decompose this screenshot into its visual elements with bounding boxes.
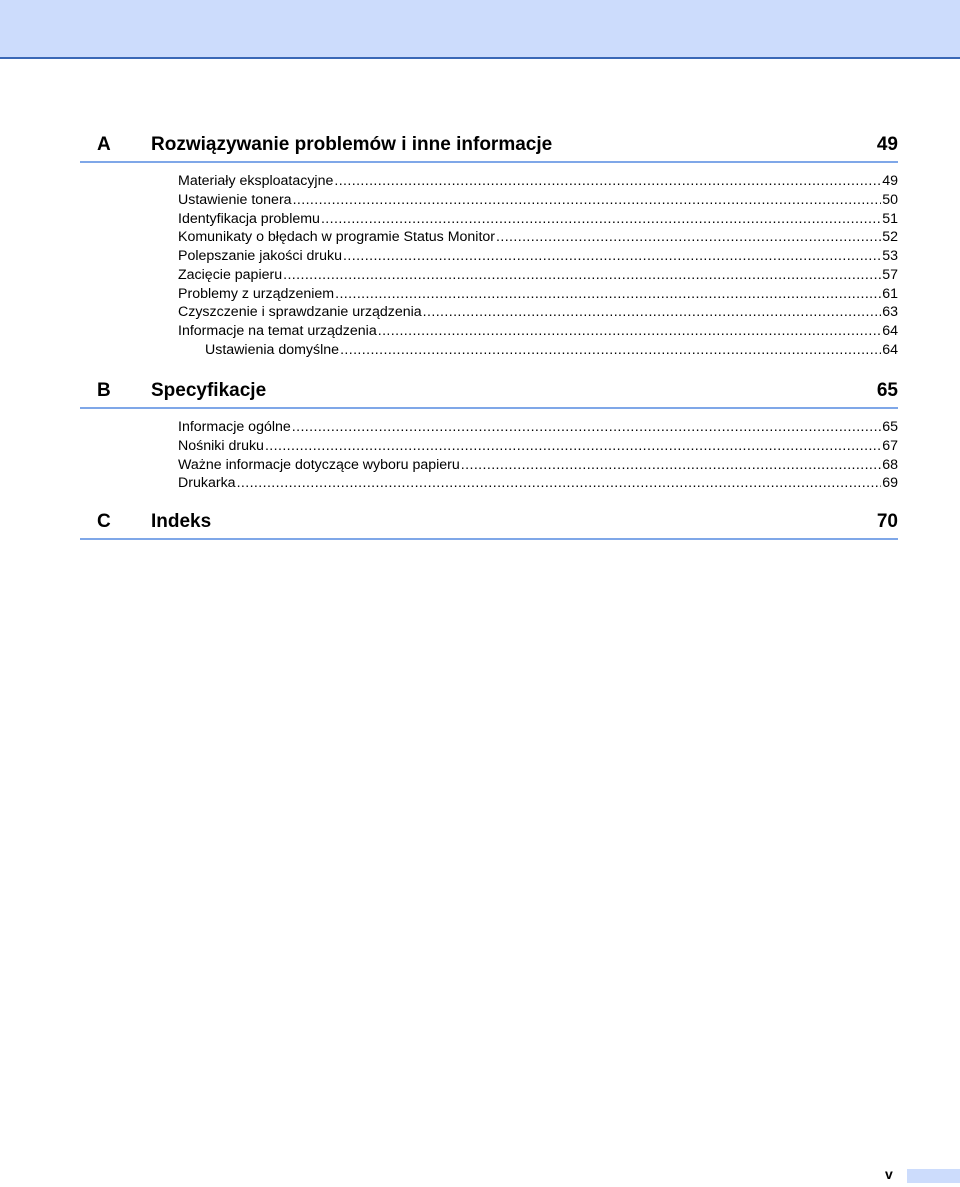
entry-label: Informacje ogólne (178, 419, 291, 435)
section-title: Indeks (151, 511, 212, 532)
dot-leader (293, 191, 882, 210)
toc-entry[interactable] (178, 418, 898, 437)
toc-entry[interactable] (178, 172, 898, 191)
entry-label: Drukarka (178, 475, 236, 492)
page-tab (907, 1169, 960, 1183)
dot-leader (292, 418, 881, 437)
section-heading[interactable] (80, 510, 898, 540)
section-title: Rozwiązywanie problemów i inne informacje (151, 134, 553, 155)
section-page: 49 (876, 134, 898, 155)
entry-page: 61 (882, 285, 898, 302)
toc-entry[interactable] (178, 456, 898, 475)
section-page: 65 (876, 380, 898, 401)
entry-page: 63 (882, 304, 898, 321)
toc-entry[interactable] (178, 474, 898, 493)
entry-page: 64 (882, 323, 898, 339)
dot-leader (334, 172, 881, 191)
entry-label: Ustawienie tonera (178, 191, 292, 208)
entry-page: 68 (882, 456, 898, 473)
entry-label: Czyszczenie i sprawdzanie urządzenia (178, 304, 422, 321)
entry-page: 53 (882, 248, 898, 264)
toc-entry[interactable] (178, 228, 898, 247)
entry-page: 50 (882, 191, 898, 208)
toc-section-a (80, 133, 898, 360)
toc-entries (80, 172, 898, 360)
entry-label: Identyfikacja problemu (178, 210, 320, 227)
entry-label: Komunikaty o błędach w programie Status Monitor (178, 229, 496, 246)
dot-leader (265, 437, 881, 456)
toc-entries (80, 418, 898, 493)
entry-page: 69 (882, 475, 898, 492)
toc-section-c (80, 510, 898, 540)
section-letter: A (97, 134, 111, 155)
toc-entry[interactable] (178, 191, 898, 210)
dot-leader (423, 303, 882, 322)
entry-label: Nośniki druku (178, 437, 264, 454)
dot-leader (335, 285, 881, 304)
dot-leader (321, 210, 881, 229)
entry-label: Ustawienia domyślne (205, 341, 340, 358)
toc-entry[interactable] (178, 322, 898, 341)
dot-leader (343, 247, 881, 266)
dot-leader (496, 228, 881, 247)
toc-entry[interactable] (178, 437, 898, 456)
toc-entry[interactable] (178, 210, 898, 229)
toc-entry[interactable] (178, 285, 898, 304)
toc-entry[interactable] (178, 247, 898, 266)
entry-page: 67 (882, 437, 898, 454)
dot-leader (461, 456, 881, 475)
toc-entry[interactable] (178, 266, 898, 285)
section-heading[interactable] (80, 133, 898, 163)
section-letter: C (97, 511, 111, 532)
dot-leader (237, 474, 882, 493)
entry-page: 57 (882, 266, 898, 283)
entry-page: 52 (882, 229, 898, 246)
entry-page: 65 (882, 419, 898, 435)
entry-label: Ważne informacje dotyczące wyboru papieru (178, 456, 460, 473)
entry-label: Materiały eksploatacyjne (178, 173, 334, 189)
entry-label: Polepszanie jakości druku (178, 248, 343, 264)
entry-label: Zacięcie papieru (178, 266, 283, 283)
toc-section-b (80, 379, 898, 493)
dot-leader (378, 322, 881, 341)
section-page: 70 (876, 511, 898, 532)
entry-label: Informacje na temat urządzenia (178, 323, 377, 339)
entry-page: 64 (882, 341, 898, 358)
section-title: Specyfikacje (151, 380, 267, 401)
header-band (0, 0, 960, 59)
dot-leader (283, 266, 881, 285)
entry-page: 49 (882, 173, 898, 189)
page-number: v (885, 1166, 893, 1182)
dot-leader (340, 341, 881, 360)
section-letter: B (97, 380, 111, 401)
section-heading[interactable] (80, 379, 898, 409)
toc-entry[interactable] (178, 303, 898, 322)
entry-page: 51 (882, 210, 898, 227)
entry-label: Problemy z urządzeniem (178, 285, 335, 302)
toc-subentry[interactable] (205, 341, 898, 360)
